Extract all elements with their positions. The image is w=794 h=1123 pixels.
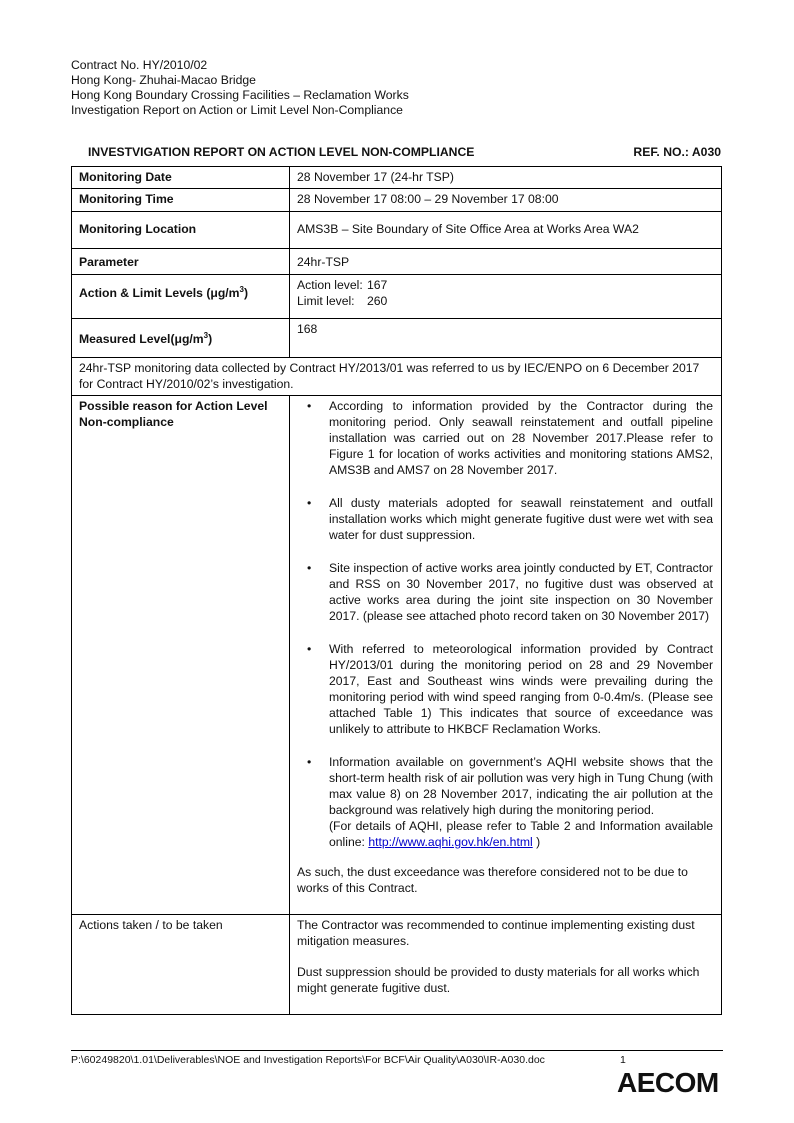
row-possible-reason <box>72 396 722 915</box>
monitoring-time-value: 28 November 17 08:00 – 29 November 17 08:00 <box>290 189 722 212</box>
action-level <box>297 277 715 293</box>
report-title: INVESTVIGATION REPORT ON ACTION LEVEL NON-COMPLIANCE <box>88 145 475 159</box>
actions-paragraph-1: The Contractor was recommended to continue implementing existing dust mitigation measures. <box>297 918 695 948</box>
row-actions <box>72 915 722 1015</box>
aqhi-text: Information available on government’s AQHI website shows that the short-term health risk of air pollution was very high in Tung Chung (with max value 8) on 28 November 2017, indicating the air pollution at the background was relatively high during the monitoring period. <box>329 755 713 817</box>
measured-label-superscript: 3 <box>203 331 209 340</box>
row-data-source-note <box>72 358 722 396</box>
header-project: Hong Kong- Zhuhai-Macao Bridge <box>71 73 256 87</box>
actions-paragraph-2: Dust suppression should be provided to dusty materials for all works which might generate fugitive dust. <box>297 965 700 995</box>
reason-bullet-contractor-info: • According to information provided by the Contractor during the monitoring period. Only seawall reinstatement and outfall pipeline installation was carried out on 28 November 2017.Please refer to Figure 1 for location of works activities and monitoring stations AMS2, AMS3B and AMS7 on 28 November 2017. <box>319 398 713 478</box>
measured-label: Measured $Level(\mu g/m^3)$ <box>72 319 290 358</box>
levels-label: Action & Limit Levels $(\mu g/m^3)$ <box>72 275 290 319</box>
aqhi-website-link[interactable]: http://www.aqhi.gov.hk/en.html <box>368 835 533 849</box>
row-parameter <box>72 249 722 275</box>
reason-bullet-aqhi <box>319 754 713 850</box>
reason-bullet-dust-suppression: • All dusty materials adopted for seawall reinstatement and outfall installation works which might generate fugitive dust were wet with sea water for dust suppression. <box>319 495 713 543</box>
levels-label-superscript: 3 <box>239 285 244 294</box>
levels-values <box>290 275 722 319</box>
reason-conclusion: As such, the dust exceedance was therefore considered not to be due to works of this Contract. <box>297 865 688 895</box>
limit-level-value: 260 <box>367 294 388 308</box>
actions-label: Actions taken / to be taken <box>72 915 290 1015</box>
row-action-limit-levels <box>72 275 722 319</box>
reason-bullet-site-inspection: • Site inspection of active works area jointly conducted by ET, Contractor and RSS on 30 November 2017, no fugitive dust was observed at active works area during the joint site inspection on 30 November 2017. (please see attached photo record taken on 30 November 2017) <box>319 560 713 624</box>
possible-reason-content <box>290 396 722 915</box>
row-monitoring-time <box>72 189 722 212</box>
parameter-value: 24hr-TSP <box>290 249 722 275</box>
monitoring-location-label: Monitoring Location <box>72 212 290 249</box>
document-header <box>71 58 409 118</box>
data-source-note: 24hr-TSP monitoring data collected by Contract HY/2013/01 was referred to us by IEC/ENPO on 6 December 2017 for Contract HY/2010/02’s investigation. <box>72 358 722 396</box>
aqhi-ref-prefix: (For details of AQHI, please refer to Table 2 and Information available online: <box>329 819 713 849</box>
limit-level <box>297 293 715 309</box>
monitoring-date-label: Monitoring Date <box>72 167 290 189</box>
action-level-key: Action level: <box>297 278 363 292</box>
reference-number: REF. NO.: A030 <box>633 145 721 159</box>
possible-reason-label: Possible reason for Action Level Non-compliance <box>72 396 290 915</box>
aecom-logo: AECOM <box>617 1067 719 1098</box>
action-level-value: 167 <box>367 278 388 292</box>
header-contract: Contract No. HY/2010/02 <box>71 58 208 72</box>
monitoring-time-label: Monitoring Time <box>72 189 290 212</box>
header-report-type: Investigation Report on Action or Limit Level Non-Compliance <box>71 103 403 117</box>
row-measured-level <box>72 319 722 358</box>
title-row <box>88 145 721 159</box>
parameter-label: Parameter <box>72 249 290 275</box>
measured-value: 168 <box>290 319 722 358</box>
monitoring-date-value: 28 November 17 (24-hr TSP) <box>290 167 722 189</box>
report-table <box>71 166 722 1015</box>
row-monitoring-date <box>72 167 722 189</box>
aqhi-ref-suffix: ) <box>532 835 541 849</box>
row-monitoring-location <box>72 212 722 249</box>
footer-page-number: 1 <box>620 1054 626 1066</box>
footer-divider <box>71 1050 723 1051</box>
footer-file-path: P:\60249820\1.01\Deliverables\NOE and Investigation Reports\For BCF\Air Quality\A030\IR-A030.doc <box>71 1054 545 1066</box>
limit-level-key: Limit level: <box>297 294 355 308</box>
monitoring-location-value: AMS3B – Site Boundary of Site Office Area at Works Area WA2 <box>290 212 722 249</box>
header-facility: Hong Kong Boundary Crossing Facilities – Reclamation Works <box>71 88 409 102</box>
reason-bullet-meteorological: • With referred to meteorological information provided by Contract HY/2013/01 during the monitoring period on 28 and 29 November 2017, East and Southeast wins winds were prevailing during the monitoring period with wind speed ranging from 0-0.4m/s. (Please see attached Table 1) This indicates that source of exceedance was unlikely to attribute to HKBCF Reclamation Works. <box>319 641 713 737</box>
actions-content <box>290 915 722 1015</box>
reason-list <box>297 398 713 850</box>
